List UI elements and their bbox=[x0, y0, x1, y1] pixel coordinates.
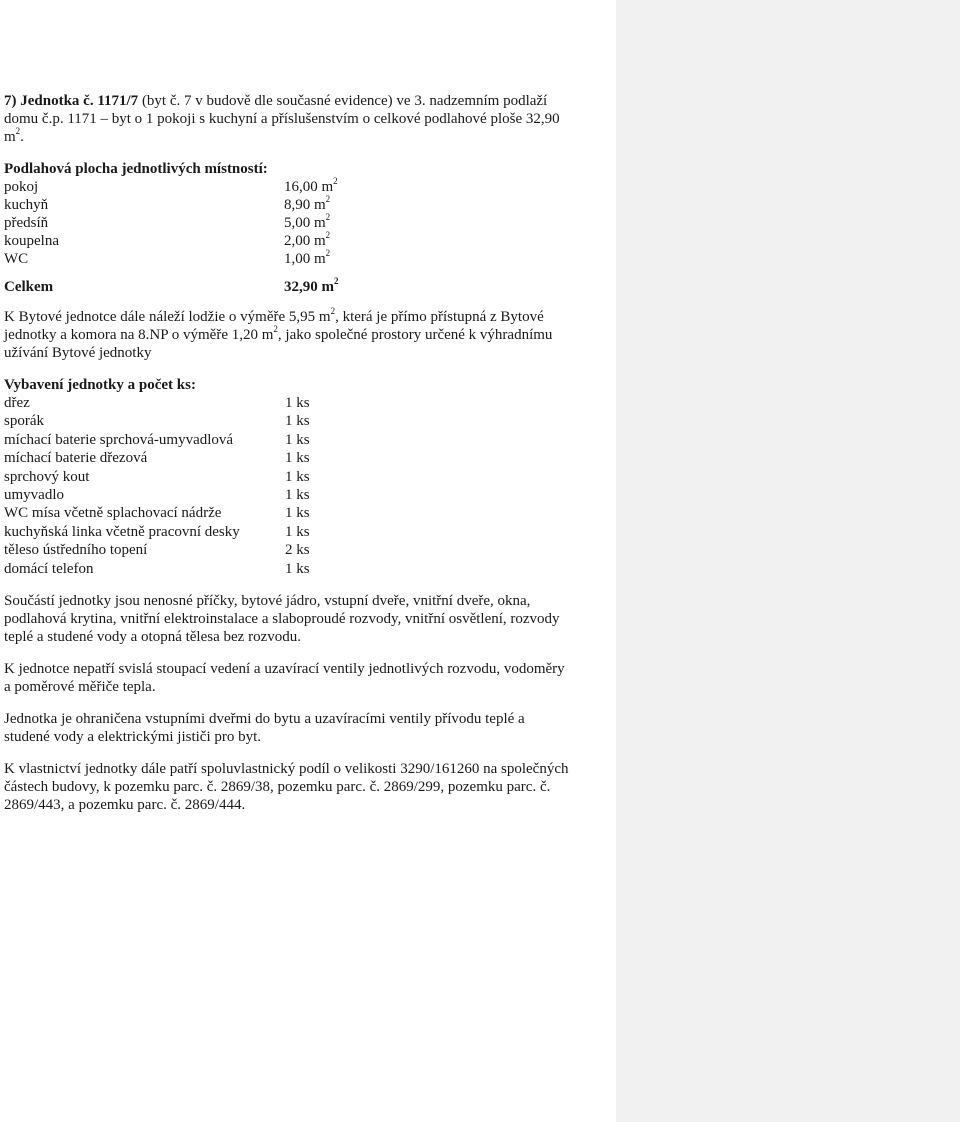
room-area-value: 16,00 bbox=[284, 179, 318, 195]
loggia-text-1: K Bytové jednotce dále náleží lodžie o výměře 5,95 m bbox=[4, 309, 331, 325]
equipment-row bbox=[4, 560, 608, 578]
room-area-sup: 2 bbox=[333, 176, 338, 186]
rooms-heading: Podlahová plocha jednotlivých místností: bbox=[4, 161, 268, 177]
p3-line-2: studené vody a elektrickými jističi pro byt. bbox=[4, 728, 262, 745]
p2-line-1: K jednotce nepatří svislá stoupací vedení a uzavírací ventily jednotlivých rozvodu, vodoměry bbox=[4, 660, 565, 677]
equipment-name: dřez bbox=[4, 395, 30, 411]
equipment-row bbox=[4, 449, 608, 467]
intro-line-1 bbox=[4, 92, 608, 110]
equipment-qty: 1 ks bbox=[285, 395, 310, 411]
equipment-qty: 1 ks bbox=[285, 468, 310, 485]
equipment-qty: 1 ks bbox=[285, 523, 310, 540]
equipment-qty: 1 ks bbox=[285, 450, 310, 467]
equipment-name: domácí telefon bbox=[4, 560, 94, 577]
intro-line-3 bbox=[4, 128, 608, 146]
room-area-sup: 2 bbox=[325, 212, 331, 222]
equipment-name: těleso ústředního topení bbox=[4, 542, 148, 559]
room-area-sup: 2 bbox=[325, 248, 331, 258]
p1-line-3: teplé a studené vody a otopná tělesa bez rozvodu. bbox=[4, 628, 301, 645]
p4-line-2: částech budovy, k pozemku parc. č. 2869/38, pozemku parc. č. 2869/299, pozemku parc. č. bbox=[4, 778, 551, 795]
room-area-unit: m bbox=[321, 179, 334, 195]
rooms-total-row bbox=[4, 278, 608, 298]
equipment-name: umyvadlo bbox=[4, 486, 64, 503]
room-area-value: 1,00 bbox=[284, 251, 311, 267]
loggia-text-4: , jako společné prostory určené k výhradnímu bbox=[277, 327, 553, 343]
room-area bbox=[284, 250, 414, 268]
unit-label: Jednotka č. 1171/7 bbox=[20, 93, 139, 109]
equipment-row bbox=[4, 394, 608, 412]
room-area-value: 8,90 bbox=[284, 197, 311, 213]
room-area-sup: 2 bbox=[325, 230, 331, 240]
loggia-sup-2: 2 bbox=[273, 324, 278, 334]
p4-line-3: 2869/443, a pozemku parc. č. 2869/444. bbox=[4, 796, 246, 813]
rooms-total-value bbox=[284, 278, 414, 298]
rooms-list bbox=[4, 178, 608, 268]
loggia-text-2: , která je přímo přístupná z Bytové bbox=[335, 309, 544, 325]
unit-number: 7) bbox=[4, 93, 17, 109]
equipment-row bbox=[4, 468, 608, 486]
equipment-row bbox=[4, 431, 608, 449]
room-area bbox=[284, 178, 414, 196]
equipment-heading: Vybavení jednotky a počet ks: bbox=[4, 377, 196, 393]
unit-description: (byt č. 7 v budově dle současné evidence) ve 3. nadzemním podlaží bbox=[141, 93, 548, 109]
room-name: předsíň bbox=[4, 215, 49, 231]
loggia-line-1 bbox=[4, 308, 608, 326]
intro-end: . bbox=[20, 129, 24, 145]
room-area bbox=[284, 196, 414, 214]
intro-unit-sup: 2 bbox=[15, 126, 21, 136]
equipment-name: sprchový kout bbox=[4, 468, 90, 485]
equipment-row bbox=[4, 504, 608, 522]
equipment-name: míchací baterie sprchová-umyvadlová bbox=[4, 431, 234, 448]
intro-line-2: domu č.p. 1171 – byt o 1 pokoji s kuchyní a příslušenstvím o celkové podlahové ploše 32,90 bbox=[4, 111, 560, 127]
room-name: pokoj bbox=[4, 179, 39, 195]
paragraph-components bbox=[4, 592, 608, 646]
document-content bbox=[4, 92, 608, 814]
room-name: koupelna bbox=[4, 233, 59, 249]
p2-line-2: a poměrové měřiče tepla. bbox=[4, 678, 156, 695]
equipment-name: WC mísa včetně splachovací nádrže bbox=[4, 505, 222, 522]
equipment-qty: 1 ks bbox=[285, 486, 310, 503]
comment-margin-panel bbox=[616, 0, 960, 1122]
paragraph-exclusions bbox=[4, 660, 608, 696]
room-row bbox=[4, 250, 608, 268]
equipment-row bbox=[4, 486, 608, 504]
room-area-unit: m bbox=[314, 197, 326, 213]
room-row bbox=[4, 232, 608, 250]
room-row bbox=[4, 196, 608, 214]
room-area-value: 2,00 bbox=[284, 233, 311, 249]
room-area-unit: m bbox=[314, 233, 326, 249]
room-area-unit: m bbox=[314, 251, 326, 267]
p1-line-2: podlahová krytina, vnitřní elektroinstalace a slaboproudé rozvody, vnitřní osvětlení, rozvody bbox=[4, 610, 560, 627]
equipment-row bbox=[4, 541, 608, 559]
p3-line-1: Jednotka je ohraničena vstupními dveřmi do bytu a uzavíracími ventily přívodu teplé a bbox=[4, 710, 525, 727]
equipment-qty: 1 ks bbox=[285, 560, 310, 577]
room-area bbox=[284, 232, 414, 250]
room-area-unit: m bbox=[314, 215, 326, 231]
loggia-line-2 bbox=[4, 326, 608, 344]
p1-line-1: Součástí jednotky jsou nenosné příčky, bytové jádro, vstupní dveře, vnitřní dveře, okna, bbox=[4, 592, 531, 609]
room-name: WC bbox=[4, 251, 29, 267]
room-row bbox=[4, 214, 608, 232]
equipment-name: míchací baterie dřezová bbox=[4, 450, 148, 467]
room-name: kuchyň bbox=[4, 197, 49, 213]
equipment-list bbox=[4, 394, 608, 578]
loggia-line-3: užívání Bytové jednotky bbox=[4, 345, 152, 361]
equipment-row bbox=[4, 523, 608, 541]
p4-line-1: K vlastnictví jednotky dále patří spoluvlastnický podíl o velikosti 3290/161260 na společných bbox=[4, 760, 569, 777]
room-area-sup: 2 bbox=[325, 194, 331, 204]
equipment-name: kuchyňská linka včetně pracovní desky bbox=[4, 523, 240, 540]
room-row bbox=[4, 178, 608, 196]
equipment-row bbox=[4, 412, 608, 430]
equipment-qty: 1 ks bbox=[285, 431, 310, 448]
total-unit-sup: 2 bbox=[334, 276, 339, 286]
paragraph-ownership bbox=[4, 760, 608, 814]
equipment-qty: 1 ks bbox=[285, 505, 310, 522]
intro-unit: m bbox=[4, 129, 16, 145]
room-area bbox=[284, 214, 414, 232]
equipment-qty: 2 ks bbox=[285, 542, 310, 559]
loggia-text-3: jednotky a komora na 8.NP o výměře 1,20 m bbox=[4, 327, 274, 343]
paragraph-boundary bbox=[4, 710, 608, 746]
equipment-qty: 1 ks bbox=[285, 413, 310, 430]
rooms-total-label: Celkem bbox=[4, 279, 54, 295]
equipment-name: sporák bbox=[4, 413, 44, 430]
total-value: 32,90 bbox=[284, 279, 318, 295]
total-unit: m bbox=[321, 279, 334, 295]
loggia-sup-1: 2 bbox=[330, 306, 336, 316]
room-area-value: 5,00 bbox=[284, 215, 311, 231]
